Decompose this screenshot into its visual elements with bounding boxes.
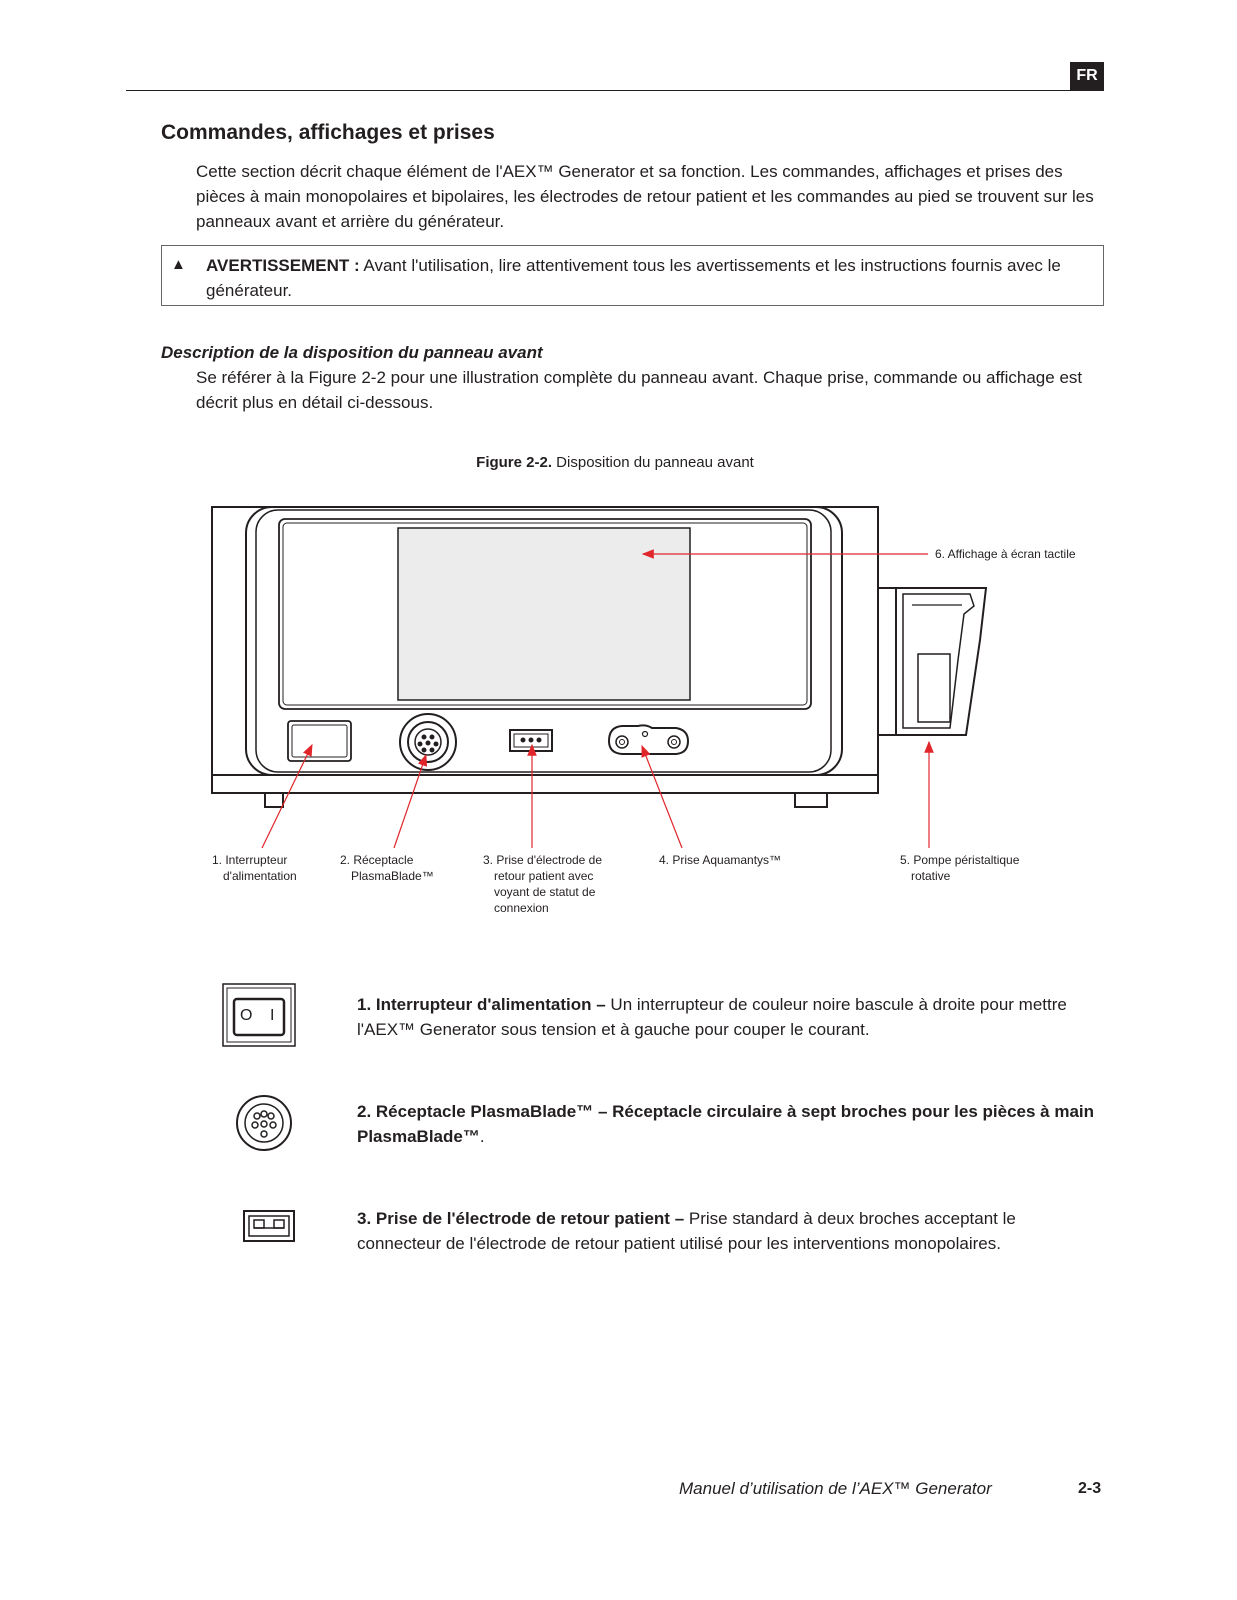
- language-badge: FR: [1070, 62, 1104, 90]
- warning-body: Avant l'utilisation, lire attentivement tous les avertissements et les instructions fournis avec le générateur.: [206, 256, 1061, 300]
- figure-caption-label: Figure 2-2.: [476, 454, 553, 471]
- left-foot: [265, 793, 283, 807]
- callout-5: 5. Pompe péristaltique rotative: [900, 853, 1020, 883]
- callout-3: 3. Prise d'électrode de retour patient avec voyant de statut de connexion: [483, 853, 603, 915]
- item-plasmablade: 2. Réceptacle PlasmaBlade™ – Réceptacle circulaire à sept broches pour les pièces à main PlasmaBlade™.: [357, 1102, 1095, 1146]
- power-switch: [288, 721, 351, 761]
- section-title: Commandes, affichages et prises: [161, 121, 495, 144]
- figure-caption-text: Disposition du panneau avant: [552, 454, 754, 471]
- callout-1: 1. Interrupteur d'alimentation: [212, 853, 297, 883]
- subsection-title: Description de la disposition du panneau avant: [161, 343, 543, 362]
- return-electrode-receptacle-icon: [243, 1210, 295, 1242]
- arrow-1: [262, 745, 312, 848]
- power-switch-icon: [222, 983, 296, 1047]
- subsection-text: Se référer à la Figure 2-2 pour une illustration complète du panneau avant. Chaque prise, commande ou affichage est décrit plus en détail ci-dessous.: [196, 368, 1083, 412]
- warning-triangle-icon: ▲: [171, 256, 186, 273]
- callout-6: 6. Affichage à écran tactile: [935, 547, 1076, 561]
- switch-off-label: O: [240, 1007, 253, 1024]
- peristaltic-pump: [878, 588, 896, 735]
- warning-label: AVERTISSEMENT :: [206, 256, 360, 275]
- page-number: 2-3: [1078, 1480, 1102, 1497]
- arrow-4: [642, 746, 682, 848]
- item-power-switch: 1. Interrupteur d'alimentation – Un interrupteur de couleur noire bascule à droite pour mettre l'AEX™ Generator sous tension et à gauche pour couper le courant.: [357, 995, 1067, 1039]
- section-intro: Cette section décrit chaque élément de l'AEX™ Generator et sa fonction. Les commandes, affichages et prises des pièces à main monopolaires et bipolaires, les électrodes de retour patient et les commandes au pied se trouvent sur les panneaux avant et arrière du générateur.: [196, 162, 1094, 231]
- item-return-electrode: 3. Prise de l'électrode de retour patient – Prise standard à deux broches acceptant le connecteur de l'électrode de retour patient utilisé pour les interventions monopolaires.: [357, 1209, 1016, 1253]
- callout-4: 4. Prise Aquamantys™: [659, 853, 782, 867]
- callout-2: 2. Réceptacle PlasmaBlade™: [340, 853, 434, 883]
- arrow-2: [394, 755, 426, 848]
- right-foot: [795, 793, 827, 807]
- footer-title: Manuel d’utilisation de l’AEX™ Generator: [679, 1479, 992, 1498]
- plasmablade-receptacle-icon: [235, 1094, 293, 1152]
- switch-on-label: I: [270, 1007, 275, 1024]
